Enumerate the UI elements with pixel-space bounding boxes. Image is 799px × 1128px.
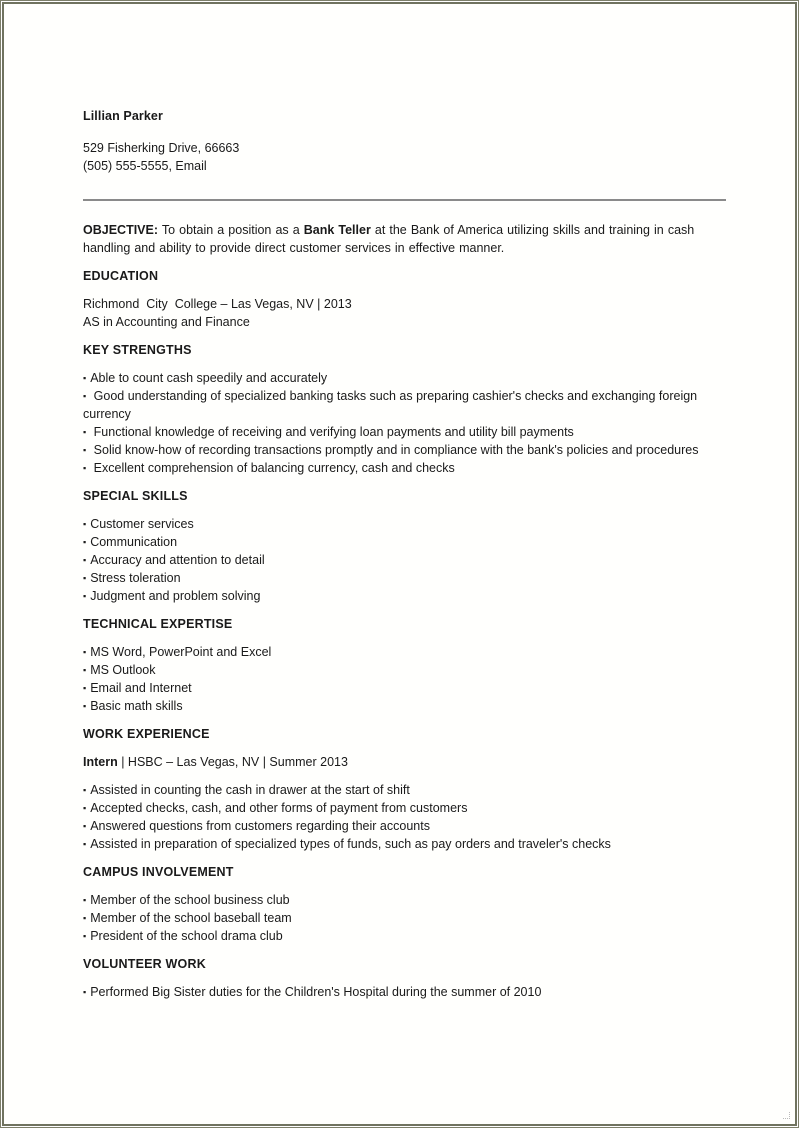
- job-details: | HSBC – Las Vegas, NV | Summer 2013: [117, 755, 348, 769]
- section-title-education: EDUCATION: [83, 269, 159, 283]
- phone-email: (505) 555-5555, Email: [83, 159, 207, 173]
- work-experience-list: [83, 781, 728, 853]
- list-item: ▪ MS Word, PowerPoint and Excel: [83, 643, 728, 661]
- list-item: ▪ Basic math skills: [83, 697, 728, 715]
- section-title-campus-involvement: CAMPUS INVOLVEMENT: [83, 865, 234, 879]
- objective-highlight: Bank Teller: [303, 223, 371, 237]
- list-item: ▪ Email and Internet: [83, 679, 728, 697]
- section-title-key-strengths: KEY STRENGTHS: [83, 343, 192, 357]
- section-title-technical-expertise: TECHNICAL EXPERTISE: [83, 617, 233, 631]
- list-item: ▪ Functional knowledge of receiving and verifying loan payments and utility bill payments: [83, 423, 728, 441]
- education-degree: AS in Accounting and Finance: [83, 315, 250, 329]
- objective-label: OBJECTIVE:: [83, 223, 159, 237]
- list-item: ▪ Stress toleration: [83, 569, 728, 587]
- special-skills-list: [83, 515, 728, 605]
- list-item: ▪ Good understanding of specialized banking tasks such as preparing cashier's checks and exchanging foreign currency: [83, 387, 728, 423]
- list-item: ▪ Member of the school business club: [83, 891, 728, 909]
- list-item: ▪ Accepted checks, cash, and other forms of payment from customers: [83, 799, 728, 817]
- list-item: ▪ Communication: [83, 533, 728, 551]
- list-item: ▪ Customer services: [83, 515, 728, 533]
- section-title-volunteer-work: VOLUNTEER WORK: [83, 957, 206, 971]
- list-item: ▪ Solid know-how of recording transactions promptly and in compliance with the bank's policies and procedures: [83, 441, 728, 459]
- header-divider: [83, 199, 726, 201]
- objective-text-before: To obtain a position as a: [158, 223, 304, 237]
- list-item: ▪ Accuracy and attention to detail: [83, 551, 728, 569]
- list-item: ▪ Performed Big Sister duties for the Children's Hospital during the summer of 2010: [83, 983, 728, 1001]
- page-frame: [2, 2, 797, 1126]
- list-item: ▪ Member of the school baseball team: [83, 909, 728, 927]
- campus-involvement-list: [83, 891, 728, 945]
- address: 529 Fisherking Drive, 66663: [83, 141, 240, 155]
- list-item: ▪ Assisted in counting the cash in drawer at the start of shift: [83, 781, 728, 799]
- resume-body: [83, 221, 728, 1001]
- objective-text-after: at the Bank of America utilizing skills and training in cash handling and ability to provide direct customer services in effective manner.: [83, 223, 695, 255]
- section-title-special-skills: SPECIAL SKILLS: [83, 489, 188, 503]
- list-item: ▪ MS Outlook: [83, 661, 728, 679]
- volunteer-work-list: [83, 983, 728, 1001]
- list-item: ▪ Assisted in preparation of specialized types of funds, such as pay orders and traveler's checks: [83, 835, 728, 853]
- key-strengths-list: [83, 369, 728, 477]
- list-item: ▪ Answered questions from customers regarding their accounts: [83, 817, 728, 835]
- education-school: Richmond City College – Las Vegas, NV | 2013: [83, 297, 352, 311]
- candidate-name: Lillian Parker: [83, 109, 163, 123]
- list-item: ▪ Excellent comprehension of balancing currency, cash and checks: [83, 459, 728, 477]
- job-role: Intern: [83, 755, 118, 769]
- list-item: ▪ President of the school drama club: [83, 927, 728, 945]
- resize-grip-icon: [783, 1112, 790, 1119]
- job-heading: [83, 753, 728, 771]
- section-title-work-experience: WORK EXPERIENCE: [83, 727, 210, 741]
- list-item: ▪ Judgment and problem solving: [83, 587, 728, 605]
- objective: [83, 221, 728, 257]
- education-body: [83, 295, 728, 331]
- technical-expertise-list: [83, 643, 728, 715]
- list-item: ▪ Able to count cash speedily and accurately: [83, 369, 728, 387]
